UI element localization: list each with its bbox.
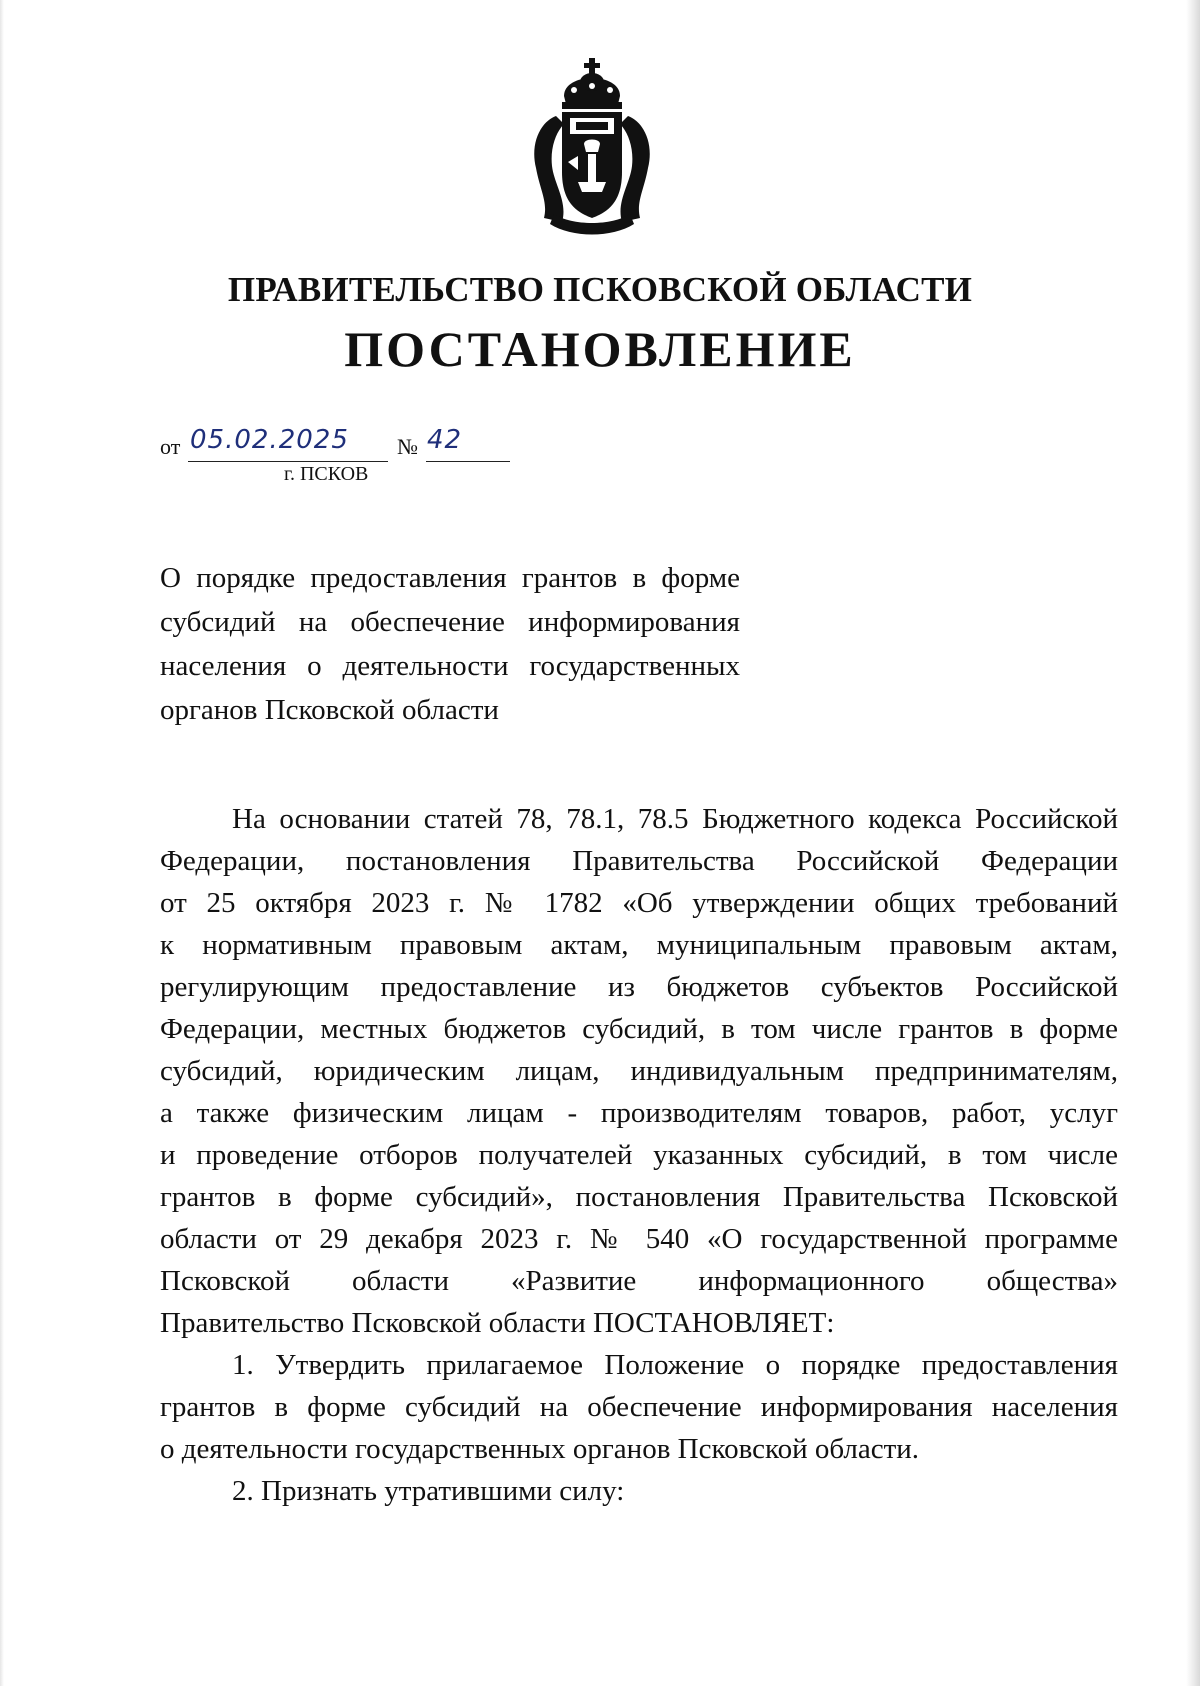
body-line: грантов в форме субсидий», постановления Правительства Псковской	[160, 1181, 1118, 1213]
city-label: г. ПСКОВ	[284, 463, 369, 485]
document-date: 05.02.2025	[190, 425, 349, 455]
body-line: области от 29 декабря 2023 г. № 540 «О государственной программе	[160, 1223, 1118, 1255]
body-line: Псковской области «Развитие информационного общества»	[160, 1265, 1118, 1297]
body-line: а также физическим лицам - производителям товаров, работ, услуг	[160, 1097, 1118, 1129]
item-1-line: о деятельности государственных органов Псковской области.	[160, 1433, 920, 1465]
body-line: Правительство Псковской области ПОСТАНОВЛЯЕТ:	[160, 1307, 835, 1339]
item-1-line: 1. Утвердить прилагаемое Положение о порядке предоставления	[232, 1349, 1118, 1381]
body-line: регулирующим предоставление из бюджетов субъектов Российской	[160, 971, 1118, 1003]
pskov-region-coat-of-arms-icon	[522, 52, 662, 238]
body-line: от 25 октября 2023 г. № 1782 «Об утверждении общих требований	[160, 887, 1118, 919]
item-2-line: 2. Признать утратившими силу:	[232, 1475, 625, 1507]
body-line: Федерации, постановления Правительства Российской Федерации	[160, 845, 1118, 877]
organization-title: ПРАВИТЕЛЬСТВО ПСКОВСКОЙ ОБЛАСТИ	[227, 270, 973, 309]
subject-line: органов Псковской области	[160, 694, 499, 726]
number-underline	[426, 461, 510, 462]
number-label: №	[397, 434, 418, 459]
body-line: к нормативным правовым актам, муниципальным правовым актам,	[160, 929, 1118, 961]
document-type-title: ПОСТАНОВЛЕНИЕ	[344, 321, 856, 377]
document-number: 42	[427, 425, 463, 455]
document-body	[160, 798, 1118, 1512]
date-number-line	[160, 425, 580, 470]
date-label: от	[160, 434, 181, 459]
item-1-line: грантов в форме субсидий на обеспечение информирования населения	[160, 1391, 1118, 1423]
subject-line: О порядке предоставления грантов в форме	[160, 562, 740, 594]
subject-line: субсидий на обеспечение информирования	[160, 606, 740, 638]
document-subject	[160, 556, 740, 732]
subject-line: населения о деятельности государственных	[160, 650, 740, 682]
scan-left-edge	[0, 0, 4, 1686]
scan-right-edge	[1186, 0, 1200, 1686]
body-line: субсидий, юридическим лицам, индивидуальным предпринимателям,	[160, 1055, 1118, 1087]
body-line: На основании статей 78, 78.1, 78.5 Бюджетного кодекса Российской	[232, 803, 1118, 835]
body-line: и проведение отборов получателей указанных субсидий, в том числе	[160, 1139, 1118, 1171]
date-underline	[188, 461, 388, 462]
body-line: Федерации, местных бюджетов субсидий, в том числе грантов в форме	[160, 1013, 1118, 1045]
